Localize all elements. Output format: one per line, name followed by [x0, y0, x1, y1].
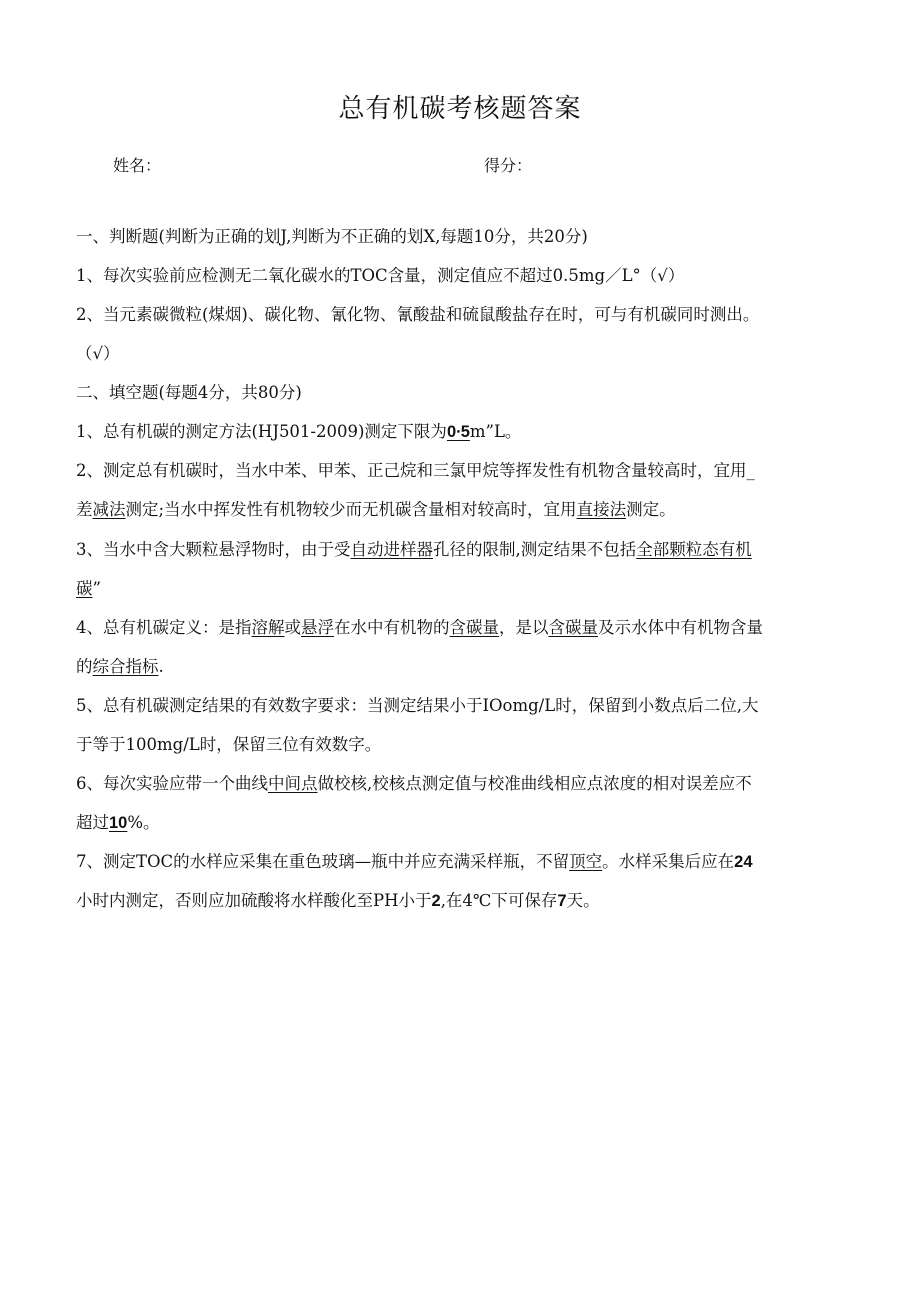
judge-q1: 1、每次实验前应检测无二氧化碳水的TOC含量，测定值应不超过0.5mg／L°（√） — [76, 266, 685, 285]
fill-q3-line2 — [76, 578, 846, 600]
fill-q5-line1: 5、总有机碳测定结果的有效数字要求：当测定结果小于IOomg/L时，保留到小数点后二位,大 — [76, 696, 759, 715]
fill-q3-answer2: 全部颗粒态有机 — [636, 540, 752, 559]
fill-q4-line1 — [76, 617, 846, 639]
fill-q6-line2 — [76, 812, 846, 834]
fill-q6-answer2: 10 — [109, 814, 128, 832]
fill-q4-answer1: 溶解 — [251, 618, 285, 637]
fill-q3-line1 — [76, 539, 846, 561]
fill-q4-text: 的 — [76, 657, 93, 676]
fill-q6-text: 6、每次实验应带一个曲线 — [76, 774, 268, 793]
fill-q6-answer1: 中间点 — [268, 774, 318, 793]
fill-q7-answer-24: 24 — [734, 853, 753, 871]
fill-q1-answer: 0∙5 — [446, 423, 470, 441]
fill-q3-text: 3、当水中含大颗粒悬浮物时，由于受 — [76, 540, 351, 559]
fill-q1-unit: m”L。 — [469, 422, 522, 441]
fill-q2-text: 测定;当水中挥发性有机物较少而无机碳含量相对较高时，宜用 — [125, 500, 577, 519]
fill-q7-answer-7: 7 — [557, 892, 567, 910]
name-label: 姓名： — [113, 156, 162, 175]
fill-q7-answer-2: 2 — [431, 892, 441, 910]
fill-q7-text: 7、测定TOC的水样应采集在重色玻璃—瓶中并应充满采样瓶，不留 — [76, 852, 570, 871]
section2-heading: 二、填空题(每题4分，共80分) — [76, 383, 302, 402]
fill-q6-text: %。 — [127, 813, 160, 832]
fill-q7-text: 天。 — [566, 891, 600, 910]
fill-q5-line2: 于等于100mg/L时，保留三位有效数字。 — [76, 735, 382, 754]
fill-q6-text: 超过 — [76, 813, 109, 832]
fill-q4-text: ，是以 — [499, 618, 549, 637]
fill-q7-text: 小时内测定，否则应加硫酸将水样酸化至PH小于 — [76, 891, 432, 910]
score-label: 得分： — [484, 156, 533, 175]
judge-q2-line2: （√） — [76, 344, 120, 363]
fill-q4-answer2: 悬浮 — [301, 618, 334, 637]
fill-q7-text: ,在4℃下可保存 — [440, 891, 558, 910]
fill-q4-text: 及示水体中有机物含量 — [598, 618, 763, 637]
fill-q4-text: 在水中有机物的 — [334, 618, 450, 637]
fill-q1 — [76, 421, 846, 443]
fill-q2-line1: 2、测定总有机碳时，当水中苯、甲苯、正己烷和三氯甲烷等挥发性有机物含量较高时，宜用_ — [76, 461, 755, 480]
section1-heading: 一、判断题(判断为正确的划J,判断为不正确的划X,每题10分，共20分) — [76, 227, 588, 246]
fill-q7-line2 — [76, 890, 846, 912]
fill-q4-answer5: 综合指标 — [92, 657, 159, 676]
fill-q3-answer2-end: 碳 — [76, 579, 93, 598]
fill-q6-text: 做校核,校核点测定值与校准曲线相应点浓度的相对误差应不 — [317, 774, 752, 793]
fill-q2-text: 测定。 — [626, 500, 676, 519]
fill-q7-line1 — [76, 851, 846, 873]
fill-q4-text: . — [158, 657, 164, 676]
fill-q1-text: 1、总有机碳的测定方法(HJ501-2009)测定下限为 — [76, 422, 447, 441]
fill-q4-text: 或 — [284, 618, 301, 637]
fill-q6-line1 — [76, 773, 846, 795]
fill-q7-text: 。水样采集后应在 — [602, 852, 735, 871]
fill-q2-text: 差 — [76, 500, 93, 519]
fill-q4-text: 4、总有机碳定义：是指 — [76, 618, 252, 637]
fill-q2-answer1: 减法 — [92, 500, 126, 519]
fill-q4-line2 — [76, 656, 846, 678]
fill-q3-answer1: 自动进样器 — [350, 540, 433, 559]
fill-q2-answer2: 直接法 — [576, 500, 627, 519]
fill-q7-answer1: 顶空 — [569, 852, 603, 871]
page-title: 总有机碳考核题答案 — [338, 94, 582, 124]
fill-q4-answer3: 含碳量 — [449, 618, 499, 637]
fill-q4-answer4: 含碳量 — [548, 618, 598, 637]
fill-q2-line2 — [76, 499, 846, 521]
fill-q3-text: ” — [92, 579, 101, 598]
fill-q3-text: 孔径的限制,测定结果不包括 — [433, 540, 637, 559]
judge-q2-line1: 2、当元素碳微粒(煤烟)、碳化物、氰化物、氰酸盐和硫鼠酸盐存在时，可与有机碳同时测出。 — [76, 305, 760, 324]
